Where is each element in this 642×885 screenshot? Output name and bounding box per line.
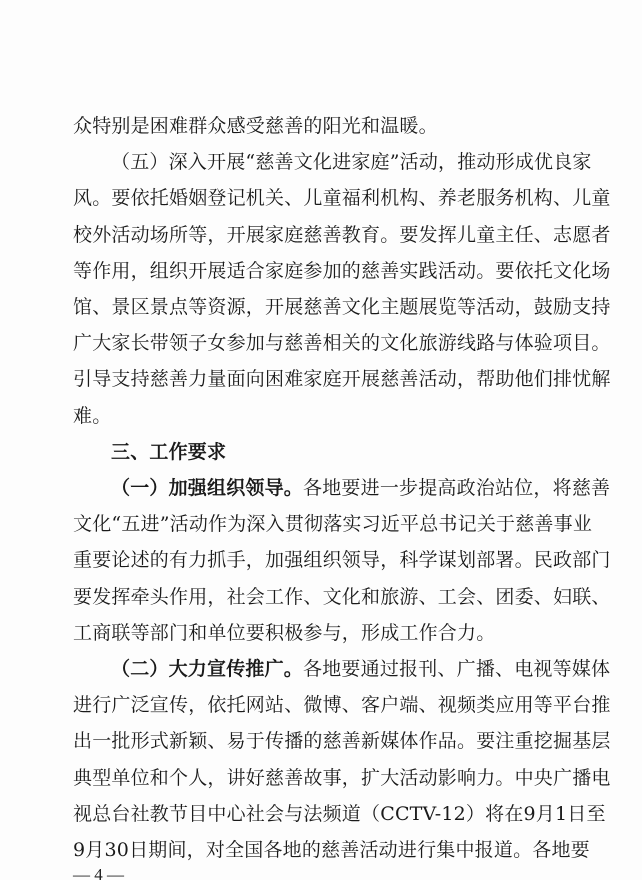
paragraph-line: 工商联等部门和单位要积极参与，形成工作合力。 xyxy=(73,621,496,644)
page-number: — 4 — xyxy=(73,865,124,885)
subsection-two-first-line xyxy=(111,652,611,686)
paragraph-line: 9月30日期间，对全国各地的慈善活动进行集中报道。各地要 xyxy=(73,839,590,861)
paragraph-line: 视总台社教节目中心社会与法频道（CCTV-12）将在9月1日至 xyxy=(73,802,606,825)
paragraph-line: 校外活动场所等，开展家庭慈善教育。要发挥儿童主任、志愿者 xyxy=(73,223,611,246)
paragraph-line: 重要论述的有力抓手，加强组织领导，科学谋划部署。民政部门 xyxy=(73,549,611,572)
paragraph-line: 难。 xyxy=(73,404,112,427)
subsection-two-title: （二）大力宣传推广。 xyxy=(111,658,304,680)
paragraph-line: 风。要依托婚姻登记机关、儿童福利机构、养老服务机构、儿童 xyxy=(73,187,611,210)
section-heading: 三、工作要求 xyxy=(111,440,227,463)
section-five-heading-line: （五）深入开展“慈善文化进家庭”活动，推动形成优良家 xyxy=(111,151,592,174)
subsection-one-first-line xyxy=(111,471,611,505)
subsection-two-text: 各地要通过报刊、广播、电视等媒体 xyxy=(303,658,611,680)
paragraph-line: 典型单位和个人，讲好慈善故事，扩大活动影响力。中央广播电 xyxy=(73,766,611,789)
paragraph-line: 等作用，组织开展适合家庭参加的慈善实践活动。要依托文化场 xyxy=(73,259,611,282)
paragraph-line: 广大家长带领子女参加与慈善相关的文化旅游线路与体验项目。 xyxy=(73,332,611,355)
paragraph-line: 进行广泛宣传，依托网站、微博、客户端、视频类应用等平台推 xyxy=(73,694,611,717)
paragraph-line: 众特别是困难群众感受慈善的阳光和温暖。 xyxy=(73,115,438,137)
paragraph-line: 出一批形式新颖、易于传播的慈善新媒体作品。要注重挖掘基层 xyxy=(73,730,611,753)
paragraph-line: 要发挥牵头作用，社会工作、文化和旅游、工会、团委、妇联、 xyxy=(73,585,611,608)
paragraph-line: 引导支持慈善力量面向困难家庭开展慈善活动，帮助他们排忧解 xyxy=(73,368,611,391)
subsection-one-text: 各地要进一步提高政治站位，将慈善 xyxy=(303,477,611,499)
paragraph-line: 文化“五进”活动作为深入贯彻落实习近平总书记关于慈善事业 xyxy=(73,513,593,536)
paragraph-line: 馆、景区景点等资源，开展慈善文化主题展览等活动，鼓励支持 xyxy=(73,296,611,318)
subsection-one-title: （一）加强组织领导。 xyxy=(111,477,304,499)
